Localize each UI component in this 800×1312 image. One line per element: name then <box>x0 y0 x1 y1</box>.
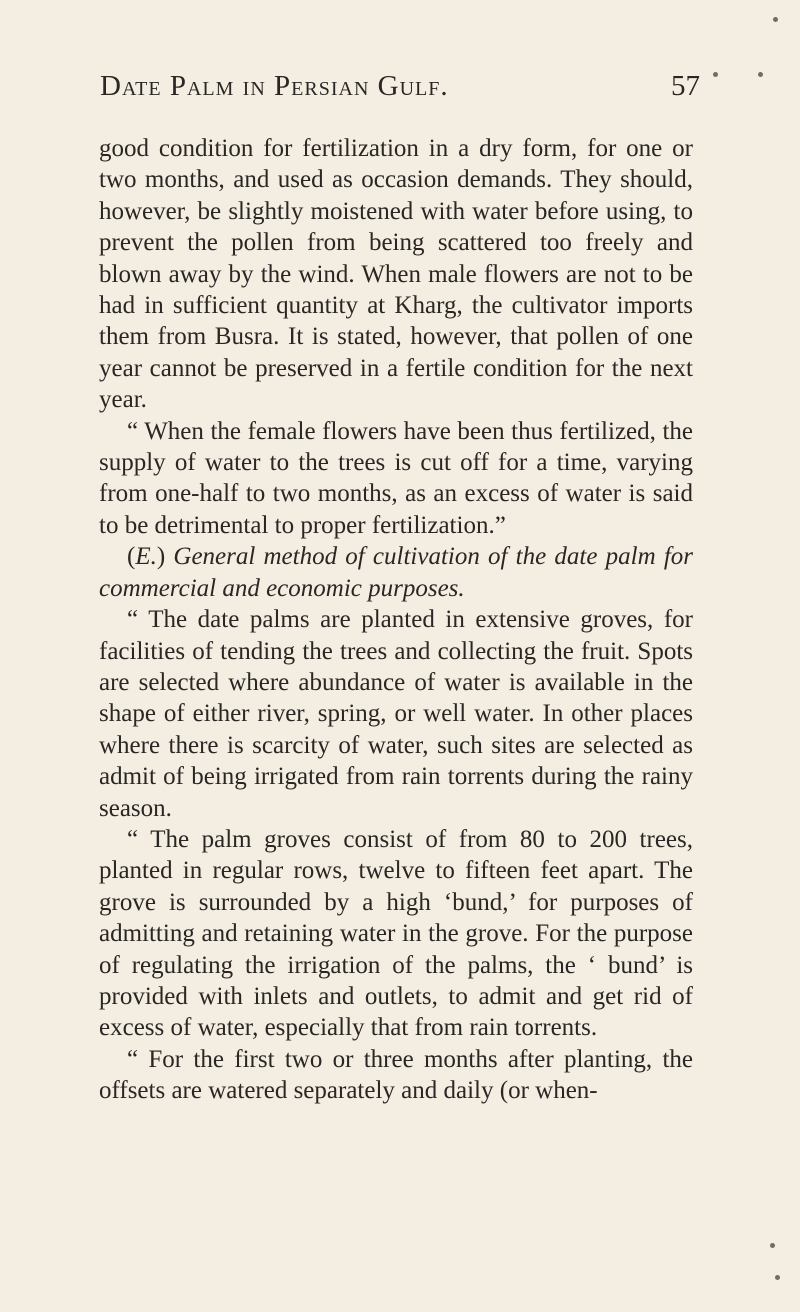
section-heading <box>99 541 693 604</box>
section-label-letter: E. <box>135 543 157 571</box>
paragraph-groves: “ The date palms are planted in extensive groves, for facilities of tending the trees and collecting the fruit. Spots are selected where abundance of water is available in the shape of either river, spring, or well water. In other places where there is scarcity of water, such sites are selected as admit of being irrigated from rain torrents during the rainy season. <box>99 606 693 822</box>
body-text <box>99 133 693 1107</box>
print-speck <box>775 1275 780 1280</box>
print-speck <box>770 1243 775 1248</box>
paragraph-quote-fertilization: “ When the female flowers have been thus fertilized, the supply of water to the trees is cut off for a time, varying from one-half to two months, as an excess of water is said to be detrimental to proper fertilization.” <box>99 417 693 539</box>
section-heading-text: General method of cultivation of the date palm for commercial and economic purposes. <box>99 543 694 602</box>
section-label-open: ( <box>127 543 136 571</box>
running-title: Date Palm in Persian Gulf. <box>100 70 449 102</box>
print-speck <box>773 17 778 22</box>
section-label <box>127 543 165 570</box>
print-speck <box>758 72 763 77</box>
section-label-close: ) <box>156 543 166 571</box>
paragraph-palm-groves: “ The palm groves consist of from 80 to 200 trees, planted in regular rows, twelve to fifteen feet apart. The grove is surrounded by a high ‘bund,’ for purposes of admitting and retaining water in the grove. For the purpose of regulating the irrigation of the palms, the ‘ bund’ is provided with inlets and outlets, to admit and get rid of excess of water, especially that from rain torrents. <box>99 825 693 1042</box>
running-head <box>100 70 700 110</box>
print-speck <box>713 72 718 77</box>
paragraph-continued: good condition for fertilization in a dry form, for one or two months, and used as occasion demands. They should, however, be slightly moistened with water before using, to prevent the pollen from being scattered too freely and blown away by the wind. When male flowers are not to be had in sufficient quantity at Kharg, the cultivator imports them from Busra. It is stated, however, that pollen of one year cannot be preserved in a fertile condition for the next year. <box>99 135 693 414</box>
paragraph-watering: “ For the first two or three months after planting, the offsets are watered separately and daily (or when- <box>99 1045 693 1105</box>
page-number: 57 <box>671 70 700 102</box>
